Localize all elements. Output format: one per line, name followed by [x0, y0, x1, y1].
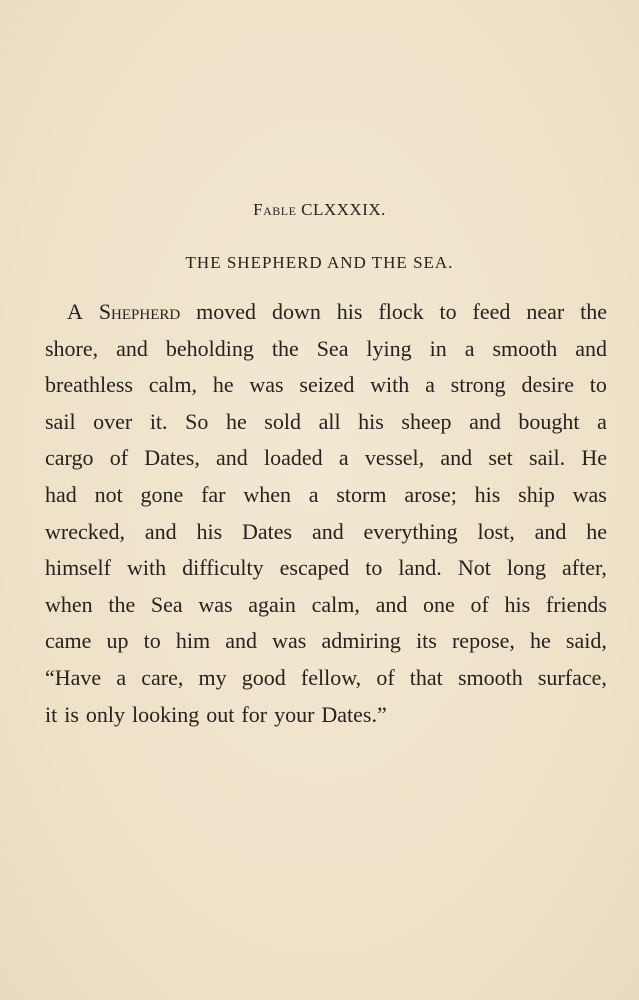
word: to	[439, 299, 457, 324]
word: long	[506, 555, 546, 581]
word: near	[526, 299, 565, 324]
word: beholding	[165, 335, 254, 361]
word: a	[464, 335, 475, 361]
text-line	[45, 550, 607, 587]
word: his	[336, 299, 363, 324]
word: desire	[521, 372, 574, 398]
word: all	[318, 408, 341, 434]
word: shore,	[45, 335, 99, 361]
word: storm	[336, 481, 387, 507]
word: Not	[457, 555, 491, 581]
word: of	[376, 664, 395, 690]
word: came	[45, 628, 92, 654]
word: with	[127, 555, 167, 581]
word: was	[272, 628, 307, 654]
word: a	[308, 481, 319, 507]
word: admiring	[321, 628, 401, 654]
word: sail.	[529, 445, 566, 471]
word: that	[409, 664, 443, 690]
word: when	[45, 591, 93, 617]
word: in	[429, 335, 447, 361]
word: lost,	[477, 518, 515, 544]
word: my	[198, 664, 227, 690]
word: when	[243, 481, 291, 507]
word: was	[198, 591, 233, 617]
word: looking	[132, 701, 200, 727]
word: and	[575, 335, 607, 361]
word: strong	[450, 372, 506, 398]
text-line	[45, 404, 607, 441]
word: his	[474, 481, 501, 507]
word: bought	[518, 408, 580, 434]
word: He	[581, 445, 607, 471]
word: moved	[196, 299, 257, 324]
word: is	[64, 701, 79, 727]
word: everything	[363, 518, 458, 544]
word: of	[470, 591, 489, 617]
word: he	[586, 518, 607, 544]
word: a	[338, 445, 349, 471]
word: it	[45, 701, 58, 727]
text-line	[45, 331, 607, 368]
word: and	[311, 518, 344, 544]
word: himself	[45, 555, 111, 581]
text-line	[45, 514, 607, 551]
word: Dates	[242, 518, 293, 544]
word: lying	[366, 335, 412, 361]
word: and	[375, 591, 408, 617]
word: a	[597, 408, 607, 434]
word: was	[249, 372, 284, 398]
word: its	[416, 628, 437, 654]
word: sheep	[401, 408, 452, 434]
word: one	[423, 591, 455, 617]
word: Sea	[150, 591, 183, 617]
word: cargo	[45, 445, 94, 471]
word: difficulty	[182, 555, 264, 581]
word: out	[206, 701, 235, 727]
word: of	[109, 445, 129, 471]
word: and	[469, 408, 501, 434]
fable-title-heading: THE SHEPHERD AND THE SEA.	[185, 253, 454, 272]
word: after,	[561, 555, 607, 581]
word: your	[274, 701, 315, 727]
word: he	[225, 408, 247, 434]
word: his	[196, 518, 223, 544]
word: gone	[140, 481, 184, 507]
word: So	[185, 408, 209, 434]
word: with	[370, 372, 410, 398]
text-line	[45, 367, 607, 404]
word: “Have	[45, 664, 102, 690]
word: and	[225, 628, 258, 654]
word: the	[108, 591, 136, 617]
word: land.	[398, 555, 442, 581]
word: Dates,	[144, 445, 200, 471]
word: the	[580, 299, 607, 324]
word: to	[589, 372, 607, 398]
word: him	[175, 628, 211, 654]
word: far	[201, 481, 226, 507]
word: his	[358, 408, 384, 434]
word: for	[241, 701, 268, 727]
word: again	[248, 591, 296, 617]
word: ship	[518, 481, 555, 507]
word: smooth	[457, 664, 523, 690]
word: Sea	[316, 335, 349, 361]
word: not	[94, 481, 123, 507]
word: a	[116, 664, 127, 690]
word: good	[241, 664, 286, 690]
fable-body-text	[45, 294, 607, 733]
word: smooth	[492, 335, 558, 361]
word: seized	[299, 372, 355, 398]
word: and	[116, 335, 148, 361]
word: breathless	[45, 372, 133, 398]
word: sail	[45, 408, 76, 434]
word: surface,	[537, 664, 607, 690]
word: arose;	[404, 481, 457, 507]
word: vessel,	[364, 445, 425, 471]
word: A	[67, 299, 83, 324]
word: and	[534, 518, 567, 544]
text-line	[45, 623, 607, 660]
word: loaded	[264, 445, 323, 471]
word: calm,	[311, 591, 360, 617]
text-line	[45, 477, 607, 514]
word: set	[488, 445, 513, 471]
text-line	[45, 660, 607, 697]
word: friends	[545, 591, 607, 617]
word: sold	[264, 408, 301, 434]
word: was	[572, 481, 607, 507]
word: and	[216, 445, 248, 471]
word: the	[271, 335, 299, 361]
fable-number-heading: Fable CLXXXIX.	[253, 200, 386, 219]
word: his	[504, 591, 531, 617]
word: flock	[378, 299, 424, 324]
word: fellow,	[300, 664, 362, 690]
text-line	[45, 587, 607, 624]
word: and	[144, 518, 177, 544]
word: wrecked,	[45, 518, 126, 544]
word: and	[440, 445, 473, 471]
word: escaped	[279, 555, 350, 581]
word: he	[530, 628, 551, 654]
word: Dates.”	[321, 701, 387, 727]
text-line	[45, 294, 607, 331]
word: down	[271, 299, 321, 324]
word: to	[365, 555, 383, 581]
word: a	[425, 372, 435, 398]
word: he	[212, 372, 234, 398]
word: care,	[141, 664, 184, 690]
word: only	[85, 701, 126, 727]
word: Shepherd	[98, 299, 181, 324]
word: to	[143, 628, 161, 654]
word: had	[45, 481, 77, 507]
word: repose,	[451, 628, 515, 654]
text-line	[45, 697, 607, 734]
word: up	[106, 628, 129, 654]
word: feed	[472, 299, 511, 324]
word: calm,	[148, 372, 198, 398]
word: over	[93, 408, 133, 434]
text-line	[45, 440, 607, 477]
word: said,	[565, 628, 607, 654]
word: it.	[149, 408, 168, 434]
